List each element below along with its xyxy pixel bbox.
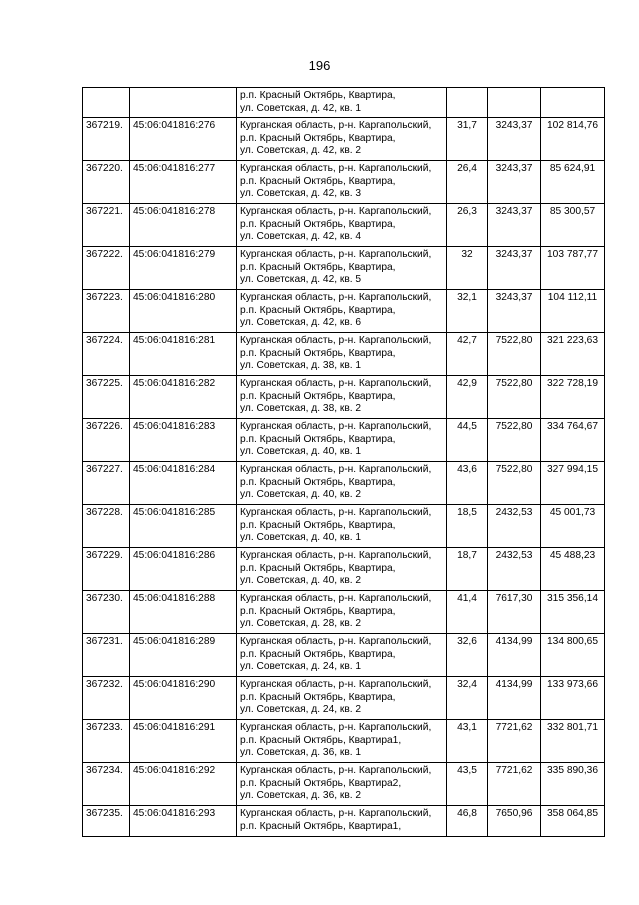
cadastral-rate-cell: 4134,99 [488, 634, 541, 677]
cadastral-rate-cell: 3243,37 [488, 204, 541, 247]
property-address-cell: Курганская область, р-н. Каргапольский, р.п. Красный Октябрь, Квартира, ул. Советская, д. 40, кв. 2 [237, 548, 447, 591]
table-row [83, 763, 605, 806]
cadastral-rate-cell [488, 88, 541, 118]
cadastral-value-cell: 334 764,67 [541, 419, 605, 462]
area-value-cell: 43,5 [447, 763, 488, 806]
cadastral-rate-cell: 7522,80 [488, 462, 541, 505]
cadastral-number-cell: 45:06:041816:278 [130, 204, 237, 247]
property-address-cell: Курганская область, р-н. Каргапольский, р.п. Красный Октябрь, Квартира1, ул. Советская, д. 36, кв. 1 [237, 720, 447, 763]
cadastral-value-cell: 85 624,91 [541, 161, 605, 204]
cadastral-rate-cell: 3243,37 [488, 118, 541, 161]
property-address-cell: Курганская область, р-н. Каргапольский, р.п. Красный Октябрь, Квартира, ул. Советская, д. 38, кв. 1 [237, 333, 447, 376]
row-number-cell: 367231. [83, 634, 130, 677]
table-row [83, 161, 605, 204]
table-row [83, 591, 605, 634]
property-address-cell: Курганская область, р-н. Каргапольский, р.п. Красный Октябрь, Квартира, ул. Советская, д. 24, кв. 2 [237, 677, 447, 720]
cadastral-number-cell: 45:06:041816:288 [130, 591, 237, 634]
cadastral-rate-cell: 7721,62 [488, 720, 541, 763]
property-address-cell: Курганская область, р-н. Каргапольский, р.п. Красный Октябрь, Квартира, ул. Советская, д. 40, кв. 1 [237, 419, 447, 462]
table-row [83, 247, 605, 290]
cadastral-number-cell: 45:06:041816:277 [130, 161, 237, 204]
cadastral-value-cell: 102 814,76 [541, 118, 605, 161]
cadastral-rate-cell: 7522,80 [488, 419, 541, 462]
property-registry-table [82, 87, 605, 837]
table-row [83, 88, 605, 118]
cadastral-number-cell: 45:06:041816:290 [130, 677, 237, 720]
cadastral-rate-cell: 7721,62 [488, 763, 541, 806]
area-value-cell: 18,7 [447, 548, 488, 591]
area-value-cell: 32,1 [447, 290, 488, 333]
cadastral-number-cell: 45:06:041816:276 [130, 118, 237, 161]
cadastral-value-cell: 103 787,77 [541, 247, 605, 290]
page-number: 196 [308, 58, 331, 73]
cadastral-number-cell: 45:06:041816:284 [130, 462, 237, 505]
table-row [83, 505, 605, 548]
cadastral-value-cell: 321 223,63 [541, 333, 605, 376]
cadastral-rate-cell: 7522,80 [488, 376, 541, 419]
property-address-cell: Курганская область, р-н. Каргапольский, р.п. Красный Октябрь, Квартира, ул. Советская, д. 42, кв. 6 [237, 290, 447, 333]
property-address-cell: Курганская область, р-н. Каргапольский, р.п. Красный Октябрь, Квартира, ул. Советская, д. 28, кв. 2 [237, 591, 447, 634]
cadastral-number-cell: 45:06:041816:293 [130, 806, 237, 837]
cadastral-rate-cell: 7522,80 [488, 333, 541, 376]
row-number-cell: 367220. [83, 161, 130, 204]
table-row [83, 677, 605, 720]
table-row [83, 462, 605, 505]
row-number-cell: 367230. [83, 591, 130, 634]
row-number-cell: 367225. [83, 376, 130, 419]
area-value-cell: 41,4 [447, 591, 488, 634]
cadastral-number-cell: 45:06:041816:286 [130, 548, 237, 591]
cadastral-value-cell: 332 801,71 [541, 720, 605, 763]
row-number-cell: 367223. [83, 290, 130, 333]
table-row [83, 419, 605, 462]
cadastral-value-cell: 358 064,85 [541, 806, 605, 837]
table-row [83, 376, 605, 419]
table-row [83, 333, 605, 376]
property-address-cell: Курганская область, р-н. Каргапольский, р.п. Красный Октябрь, Квартира, ул. Советская, д. 42, кв. 2 [237, 118, 447, 161]
table-row [83, 290, 605, 333]
property-address-cell: Курганская область, р-н. Каргапольский, р.п. Красный Октябрь, Квартира, ул. Советская, д. 24, кв. 1 [237, 634, 447, 677]
row-number-cell: 367234. [83, 763, 130, 806]
row-number-cell: 367228. [83, 505, 130, 548]
area-value-cell: 26,4 [447, 161, 488, 204]
cadastral-rate-cell: 4134,99 [488, 677, 541, 720]
area-value-cell: 32,4 [447, 677, 488, 720]
cadastral-rate-cell: 3243,37 [488, 290, 541, 333]
cadastral-value-cell: 315 356,14 [541, 591, 605, 634]
property-address-cell: Курганская область, р-н. Каргапольский, р.п. Красный Октябрь, Квартира, ул. Советская, д. 42, кв. 5 [237, 247, 447, 290]
area-value-cell: 26,3 [447, 204, 488, 247]
area-value-cell: 44,5 [447, 419, 488, 462]
cadastral-rate-cell: 7650,96 [488, 806, 541, 837]
area-value-cell: 43,1 [447, 720, 488, 763]
property-address-cell: Курганская область, р-н. Каргапольский, р.п. Красный Октябрь, Квартира, ул. Советская, д. 42, кв. 3 [237, 161, 447, 204]
cadastral-number-cell: 45:06:041816:285 [130, 505, 237, 548]
table-row [83, 720, 605, 763]
property-address-cell: Курганская область, р-н. Каргапольский, р.п. Красный Октябрь, Квартира, ул. Советская, д. 38, кв. 2 [237, 376, 447, 419]
cadastral-number-cell: 45:06:041816:279 [130, 247, 237, 290]
cadastral-value-cell: 327 994,15 [541, 462, 605, 505]
cadastral-number-cell: 45:06:041816:292 [130, 763, 237, 806]
table-row [83, 548, 605, 591]
area-value-cell: 32 [447, 247, 488, 290]
row-number-cell: 367229. [83, 548, 130, 591]
cadastral-rate-cell: 2432,53 [488, 548, 541, 591]
area-value-cell: 46,8 [447, 806, 488, 837]
property-address-cell: Курганская область, р-н. Каргапольский, р.п. Красный Октябрь, Квартира2, ул. Советская, д. 36, кв. 2 [237, 763, 447, 806]
row-number-cell: 367235. [83, 806, 130, 837]
area-value-cell [447, 88, 488, 118]
table-row [83, 806, 605, 837]
area-value-cell: 42,7 [447, 333, 488, 376]
cadastral-value-cell [541, 88, 605, 118]
row-number-cell: 367233. [83, 720, 130, 763]
cadastral-rate-cell: 7617,30 [488, 591, 541, 634]
row-number-cell: 367227. [83, 462, 130, 505]
area-value-cell: 43,6 [447, 462, 488, 505]
cadastral-value-cell: 45 001,73 [541, 505, 605, 548]
cadastral-rate-cell: 3243,37 [488, 161, 541, 204]
row-number-cell: 367221. [83, 204, 130, 247]
area-value-cell: 42,9 [447, 376, 488, 419]
row-number-cell: 367224. [83, 333, 130, 376]
area-value-cell: 32,6 [447, 634, 488, 677]
property-address-cell: р.п. Красный Октябрь, Квартира, ул. Советская, д. 42, кв. 1 [237, 88, 447, 118]
table-row [83, 118, 605, 161]
cadastral-rate-cell: 2432,53 [488, 505, 541, 548]
table-row [83, 634, 605, 677]
cadastral-rate-cell: 3243,37 [488, 247, 541, 290]
cadastral-number-cell: 45:06:041816:282 [130, 376, 237, 419]
cadastral-value-cell: 134 800,65 [541, 634, 605, 677]
property-address-cell: Курганская область, р-н. Каргапольский, р.п. Красный Октябрь, Квартира, ул. Советская, д. 40, кв. 1 [237, 505, 447, 548]
row-number-cell: 367219. [83, 118, 130, 161]
cadastral-value-cell: 133 973,66 [541, 677, 605, 720]
property-address-cell: Курганская область, р-н. Каргапольский, р.п. Красный Октябрь, Квартира1, [237, 806, 447, 837]
registry-table-body [83, 88, 605, 837]
cadastral-number-cell: 45:06:041816:289 [130, 634, 237, 677]
cadastral-number-cell [130, 88, 237, 118]
cadastral-number-cell: 45:06:041816:291 [130, 720, 237, 763]
cadastral-value-cell: 335 890,36 [541, 763, 605, 806]
property-address-cell: Курганская область, р-н. Каргапольский, р.п. Красный Октябрь, Квартира, ул. Советская, д. 42, кв. 4 [237, 204, 447, 247]
row-number-cell: 367222. [83, 247, 130, 290]
cadastral-number-cell: 45:06:041816:283 [130, 419, 237, 462]
property-address-cell: Курганская область, р-н. Каргапольский, р.п. Красный Октябрь, Квартира, ул. Советская, д. 40, кв. 2 [237, 462, 447, 505]
cadastral-value-cell: 45 488,23 [541, 548, 605, 591]
row-number-cell [83, 88, 130, 118]
row-number-cell: 367226. [83, 419, 130, 462]
cadastral-value-cell: 104 112,11 [541, 290, 605, 333]
area-value-cell: 18,5 [447, 505, 488, 548]
cadastral-value-cell: 322 728,19 [541, 376, 605, 419]
cadastral-value-cell: 85 300,57 [541, 204, 605, 247]
cadastral-number-cell: 45:06:041816:281 [130, 333, 237, 376]
table-row [83, 204, 605, 247]
cadastral-number-cell: 45:06:041816:280 [130, 290, 237, 333]
area-value-cell: 31,7 [447, 118, 488, 161]
row-number-cell: 367232. [83, 677, 130, 720]
